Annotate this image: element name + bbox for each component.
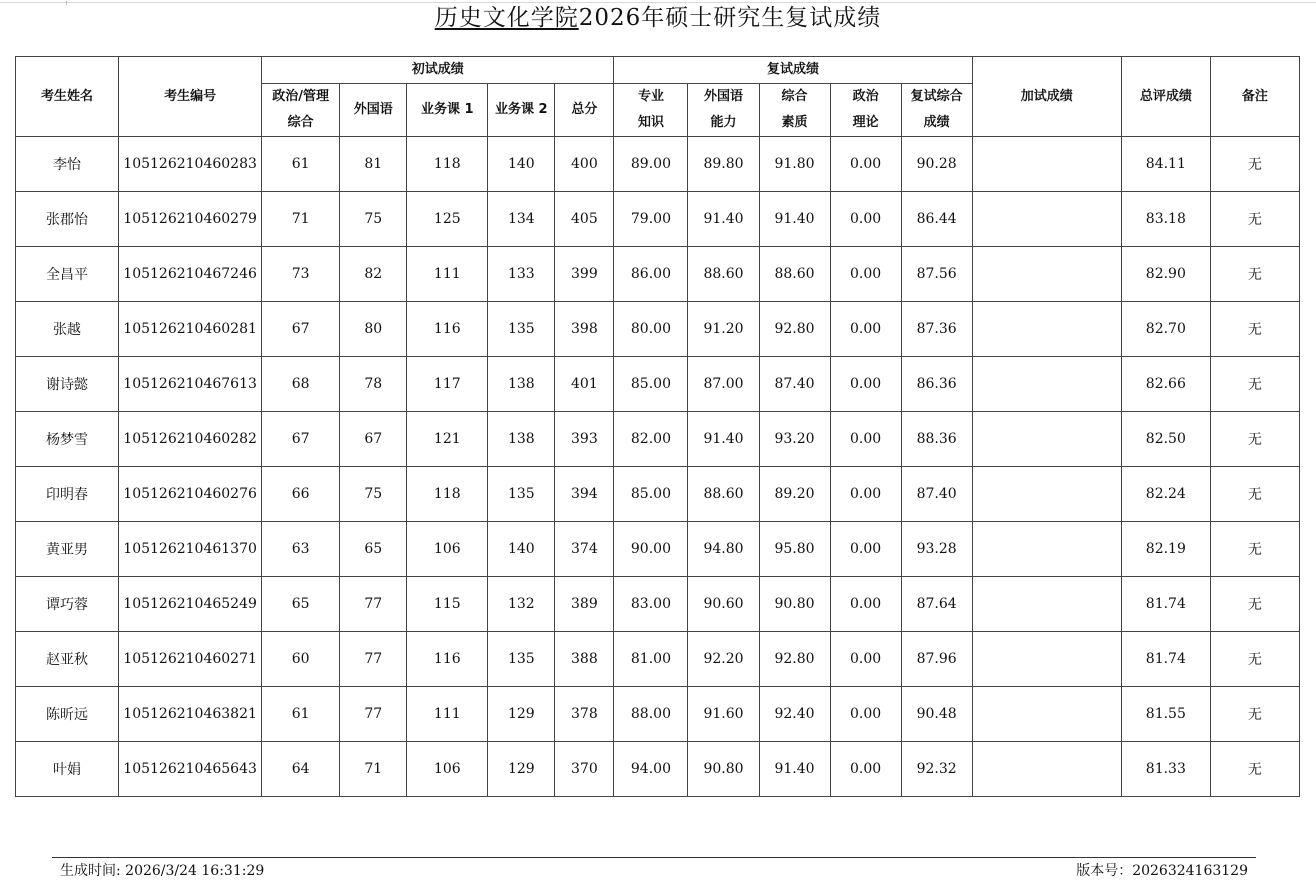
- table-row: [16, 302, 1300, 357]
- cell-politics-mgmt: 67: [262, 302, 340, 357]
- cell-prof-knowledge: 80.00: [614, 302, 688, 357]
- table-row: [16, 632, 1300, 687]
- header-initial-group: 初试成绩: [262, 57, 614, 84]
- cell-prof-knowledge: 82.00: [614, 412, 688, 467]
- cell-extra: [972, 632, 1121, 687]
- header-prof-knowledge: [614, 84, 688, 137]
- cell-id: 105126210467246: [119, 247, 262, 302]
- page-title-rest: 2026年硕士研究生复试成绩: [578, 5, 882, 31]
- cell-political-theory: 0.00: [830, 577, 901, 632]
- cell-politics-mgmt: 63: [262, 522, 340, 577]
- header-row-groups: [16, 57, 1300, 84]
- cell-political-theory: 0.00: [830, 632, 901, 687]
- cell-id: 105126210460281: [119, 302, 262, 357]
- cell-id: 105126210460279: [119, 192, 262, 247]
- table-row: [16, 247, 1300, 302]
- header-overall: 总评成绩: [1121, 57, 1210, 137]
- cell-foreign-lang: 67: [340, 412, 407, 467]
- cell-overall: 83.18: [1121, 192, 1210, 247]
- cell-prof-knowledge: 89.00: [614, 137, 688, 192]
- cell-extra: [972, 247, 1121, 302]
- cell-id: 105126210463821: [119, 687, 262, 742]
- page-title: [0, 3, 1316, 33]
- footer-line: [52, 857, 1256, 858]
- cell-extra: [972, 192, 1121, 247]
- cell-course2: 133: [488, 247, 555, 302]
- cell-course2: 135: [488, 302, 555, 357]
- cell-total: 394: [555, 467, 614, 522]
- cell-political-theory: 0.00: [830, 302, 901, 357]
- cell-course1: 106: [407, 742, 488, 797]
- cell-course2: 129: [488, 687, 555, 742]
- cell-foreign-lang: 80: [340, 302, 407, 357]
- cell-course2: 129: [488, 742, 555, 797]
- cell-comp-quality: 90.80: [759, 577, 830, 632]
- cell-course1: 111: [407, 247, 488, 302]
- cell-retest-comp: 87.56: [901, 247, 972, 302]
- cell-course2: 135: [488, 632, 555, 687]
- cell-overall: 81.74: [1121, 632, 1210, 687]
- table-body: [16, 137, 1300, 797]
- cell-prof-knowledge: 90.00: [614, 522, 688, 577]
- cell-id: 105126210460282: [119, 412, 262, 467]
- cell-overall: 81.33: [1121, 742, 1210, 797]
- cell-foreign-lang: 65: [340, 522, 407, 577]
- cell-total: 374: [555, 522, 614, 577]
- cell-comp-quality: 87.40: [759, 357, 830, 412]
- cell-political-theory: 0.00: [830, 742, 901, 797]
- cell-comp-quality: 91.80: [759, 137, 830, 192]
- cell-note: 无: [1210, 137, 1299, 192]
- header-retest-group: 复试成绩: [614, 57, 972, 84]
- cell-lang-ability: 91.40: [688, 412, 759, 467]
- cell-overall: 82.50: [1121, 412, 1210, 467]
- cell-political-theory: 0.00: [830, 467, 901, 522]
- header-comp-quality-line1: 综合: [781, 89, 808, 104]
- cell-prof-knowledge: 81.00: [614, 632, 688, 687]
- header-political-theory-line1: 政治: [852, 89, 879, 104]
- cell-politics-mgmt: 68: [262, 357, 340, 412]
- cell-retest-comp: 87.36: [901, 302, 972, 357]
- header-politics-mgmt: [262, 84, 340, 137]
- cell-note: 无: [1210, 357, 1299, 412]
- cell-prof-knowledge: 94.00: [614, 742, 688, 797]
- cell-politics-mgmt: 60: [262, 632, 340, 687]
- cell-overall: 82.24: [1121, 467, 1210, 522]
- cell-note: 无: [1210, 302, 1299, 357]
- cell-extra: [972, 467, 1121, 522]
- cell-overall: 82.66: [1121, 357, 1210, 412]
- cell-name: 陈昕远: [16, 687, 119, 742]
- cell-foreign-lang: 77: [340, 577, 407, 632]
- cell-lang-ability: 88.60: [688, 247, 759, 302]
- cell-political-theory: 0.00: [830, 357, 901, 412]
- cell-course2: 140: [488, 137, 555, 192]
- header-politics-mgmt-line2: 综合: [287, 115, 314, 130]
- table-row: [16, 467, 1300, 522]
- cell-note: 无: [1210, 522, 1299, 577]
- cell-course2: 138: [488, 412, 555, 467]
- cell-note: 无: [1210, 467, 1299, 522]
- header-course2: 业务课 2: [488, 84, 555, 137]
- cell-lang-ability: 94.80: [688, 522, 759, 577]
- cell-total: 389: [555, 577, 614, 632]
- header-retest-comp-line1: 复试综合: [910, 89, 963, 104]
- header-prof-line2: 知识: [637, 115, 664, 130]
- cell-course1: 111: [407, 687, 488, 742]
- cell-politics-mgmt: 61: [262, 687, 340, 742]
- cell-retest-comp: 87.64: [901, 577, 972, 632]
- header-extra: 加试成绩: [972, 57, 1121, 137]
- cell-overall: 84.11: [1121, 137, 1210, 192]
- cell-course1: 125: [407, 192, 488, 247]
- cell-politics-mgmt: 71: [262, 192, 340, 247]
- cell-prof-knowledge: 79.00: [614, 192, 688, 247]
- cell-foreign-lang: 82: [340, 247, 407, 302]
- cell-extra: [972, 412, 1121, 467]
- cell-overall: 82.90: [1121, 247, 1210, 302]
- cell-note: 无: [1210, 687, 1299, 742]
- cell-id: 105126210460283: [119, 137, 262, 192]
- table-header: [16, 57, 1300, 137]
- cell-comp-quality: 92.80: [759, 302, 830, 357]
- header-note: 备注: [1210, 57, 1299, 137]
- generated-time: 生成时间: 2026/3/24 16:31:29: [60, 863, 265, 879]
- cell-overall: 81.74: [1121, 577, 1210, 632]
- header-comp-quality: [759, 84, 830, 137]
- cell-name: 叶娟: [16, 742, 119, 797]
- table-row: [16, 412, 1300, 467]
- cell-political-theory: 0.00: [830, 247, 901, 302]
- cell-retest-comp: 90.28: [901, 137, 972, 192]
- cell-name: 全昌平: [16, 247, 119, 302]
- cell-foreign-lang: 75: [340, 192, 407, 247]
- cell-political-theory: 0.00: [830, 687, 901, 742]
- cell-total: 378: [555, 687, 614, 742]
- cell-name: 李怡: [16, 137, 119, 192]
- cell-extra: [972, 687, 1121, 742]
- cell-comp-quality: 93.20: [759, 412, 830, 467]
- cell-retest-comp: 86.44: [901, 192, 972, 247]
- cell-total: 400: [555, 137, 614, 192]
- cell-course2: 140: [488, 522, 555, 577]
- cell-course1: 118: [407, 137, 488, 192]
- cell-total: 399: [555, 247, 614, 302]
- cell-name: 赵亚秋: [16, 632, 119, 687]
- cell-political-theory: 0.00: [830, 522, 901, 577]
- cell-politics-mgmt: 61: [262, 137, 340, 192]
- cell-politics-mgmt: 73: [262, 247, 340, 302]
- cell-foreign-lang: 78: [340, 357, 407, 412]
- cell-id: 105126210460276: [119, 467, 262, 522]
- cell-course1: 116: [407, 302, 488, 357]
- cell-total: 388: [555, 632, 614, 687]
- header-political-theory: [830, 84, 901, 137]
- header-lang-ability-line2: 能力: [710, 115, 737, 130]
- table-row: [16, 192, 1300, 247]
- header-course1: 业务课 1: [407, 84, 488, 137]
- cell-note: 无: [1210, 577, 1299, 632]
- cell-retest-comp: 88.36: [901, 412, 972, 467]
- cell-id: 105126210461370: [119, 522, 262, 577]
- cell-foreign-lang: 77: [340, 687, 407, 742]
- cell-lang-ability: 87.00: [688, 357, 759, 412]
- cell-course1: 106: [407, 522, 488, 577]
- cell-prof-knowledge: 83.00: [614, 577, 688, 632]
- cell-prof-knowledge: 86.00: [614, 247, 688, 302]
- cell-overall: 81.55: [1121, 687, 1210, 742]
- cell-lang-ability: 90.60: [688, 577, 759, 632]
- cell-foreign-lang: 75: [340, 467, 407, 522]
- cell-course1: 121: [407, 412, 488, 467]
- cell-course1: 118: [407, 467, 488, 522]
- cell-politics-mgmt: 65: [262, 577, 340, 632]
- header-lang-ability: [688, 84, 759, 137]
- cell-id: 105126210467613: [119, 357, 262, 412]
- cell-comp-quality: 92.40: [759, 687, 830, 742]
- header-politics-mgmt-line1: 政治/管理: [272, 89, 330, 104]
- cell-course1: 116: [407, 632, 488, 687]
- header-comp-quality-line2: 素质: [781, 115, 808, 130]
- cell-id: 105126210460271: [119, 632, 262, 687]
- cell-comp-quality: 88.60: [759, 247, 830, 302]
- table-row: [16, 687, 1300, 742]
- table-row: [16, 577, 1300, 632]
- cell-total: 398: [555, 302, 614, 357]
- cell-comp-quality: 91.40: [759, 192, 830, 247]
- cell-politics-mgmt: 67: [262, 412, 340, 467]
- cell-extra: [972, 522, 1121, 577]
- cell-lang-ability: 89.80: [688, 137, 759, 192]
- cell-name: 张越: [16, 302, 119, 357]
- cell-lang-ability: 91.20: [688, 302, 759, 357]
- cell-lang-ability: 91.40: [688, 192, 759, 247]
- version-number: 版本号：2026324163129: [1076, 863, 1248, 879]
- cell-retest-comp: 90.48: [901, 687, 972, 742]
- cell-comp-quality: 92.80: [759, 632, 830, 687]
- cell-foreign-lang: 81: [340, 137, 407, 192]
- cell-foreign-lang: 71: [340, 742, 407, 797]
- table-row: [16, 137, 1300, 192]
- cell-lang-ability: 88.60: [688, 467, 759, 522]
- table-row: [16, 357, 1300, 412]
- cell-extra: [972, 357, 1121, 412]
- cell-retest-comp: 87.96: [901, 632, 972, 687]
- header-retest-comp: [901, 84, 972, 137]
- cell-overall: 82.70: [1121, 302, 1210, 357]
- cell-retest-comp: 87.40: [901, 467, 972, 522]
- cell-total: 393: [555, 412, 614, 467]
- cell-total: 405: [555, 192, 614, 247]
- cell-course1: 117: [407, 357, 488, 412]
- cell-political-theory: 0.00: [830, 412, 901, 467]
- cell-course2: 138: [488, 357, 555, 412]
- cell-foreign-lang: 77: [340, 632, 407, 687]
- header-retest-comp-line2: 成绩: [923, 115, 950, 130]
- cell-retest-comp: 93.28: [901, 522, 972, 577]
- cell-note: 无: [1210, 632, 1299, 687]
- table-row: [16, 522, 1300, 577]
- cell-name: 杨梦雪: [16, 412, 119, 467]
- cell-total: 401: [555, 357, 614, 412]
- header-foreign-lang: 外国语: [340, 84, 407, 137]
- cell-note: 无: [1210, 192, 1299, 247]
- cell-extra: [972, 137, 1121, 192]
- cell-comp-quality: 95.80: [759, 522, 830, 577]
- cell-comp-quality: 91.40: [759, 742, 830, 797]
- header-total: 总分: [555, 84, 614, 137]
- cell-extra: [972, 742, 1121, 797]
- cell-prof-knowledge: 85.00: [614, 357, 688, 412]
- cell-name: 谢诗懿: [16, 357, 119, 412]
- cell-politics-mgmt: 66: [262, 467, 340, 522]
- header-political-theory-line2: 理论: [852, 115, 879, 130]
- cell-name: 黄亚男: [16, 522, 119, 577]
- page-title-college: 历史文化学院: [434, 5, 579, 31]
- cell-note: 无: [1210, 247, 1299, 302]
- cell-retest-comp: 92.32: [901, 742, 972, 797]
- cell-note: 无: [1210, 412, 1299, 467]
- table-row: [16, 742, 1300, 797]
- cell-name: 张郡怡: [16, 192, 119, 247]
- score-table: [15, 56, 1300, 797]
- cell-name: 印明春: [16, 467, 119, 522]
- cell-name: 谭巧蓉: [16, 577, 119, 632]
- header-id: 考生编号: [119, 57, 262, 137]
- cell-extra: [972, 302, 1121, 357]
- cell-course1: 115: [407, 577, 488, 632]
- cell-overall: 82.19: [1121, 522, 1210, 577]
- cell-retest-comp: 86.36: [901, 357, 972, 412]
- cell-politics-mgmt: 64: [262, 742, 340, 797]
- cell-prof-knowledge: 88.00: [614, 687, 688, 742]
- cell-course2: 134: [488, 192, 555, 247]
- cell-course2: 132: [488, 577, 555, 632]
- cell-id: 105126210465643: [119, 742, 262, 797]
- cell-id: 105126210465249: [119, 577, 262, 632]
- cell-prof-knowledge: 85.00: [614, 467, 688, 522]
- header-name: 考生姓名: [16, 57, 119, 137]
- cell-lang-ability: 91.60: [688, 687, 759, 742]
- cell-total: 370: [555, 742, 614, 797]
- cell-lang-ability: 90.80: [688, 742, 759, 797]
- header-lang-ability-line1: 外国语: [703, 89, 743, 104]
- header-prof-line1: 专业: [637, 89, 664, 104]
- cell-comp-quality: 89.20: [759, 467, 830, 522]
- cell-extra: [972, 577, 1121, 632]
- cell-political-theory: 0.00: [830, 192, 901, 247]
- cell-course2: 135: [488, 467, 555, 522]
- cell-lang-ability: 92.20: [688, 632, 759, 687]
- cell-note: 无: [1210, 742, 1299, 797]
- cell-political-theory: 0.00: [830, 137, 901, 192]
